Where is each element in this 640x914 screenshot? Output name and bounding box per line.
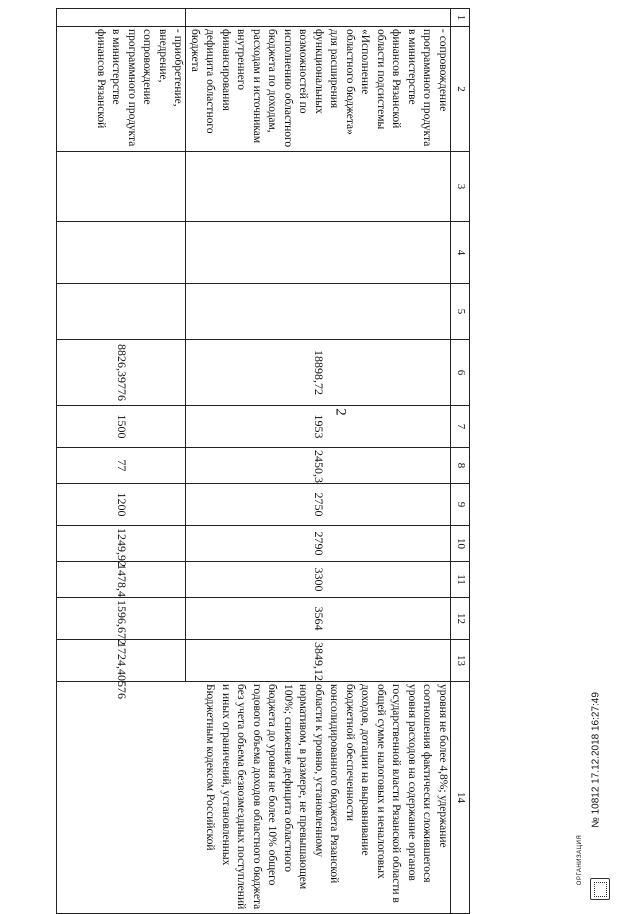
stamp-label: ОРГАНИЗАЦИЯ bbox=[577, 834, 583, 886]
col-header: 9 bbox=[451, 484, 470, 526]
col-header: 6 bbox=[451, 340, 470, 406]
cell-col3 bbox=[186, 152, 451, 222]
col-header: 1 bbox=[451, 9, 470, 27]
col-header: 10 bbox=[451, 526, 470, 562]
col-header: 12 bbox=[451, 598, 470, 640]
cell-year-value: 77 bbox=[57, 448, 186, 484]
cell-col4 bbox=[186, 222, 451, 284]
cell-col5 bbox=[186, 284, 451, 340]
registry-stamp-icon bbox=[590, 878, 610, 900]
cell-year-value: 1478,4 bbox=[57, 562, 186, 598]
cell-description: - приобретение, внедрение, сопровождение программного продукта в министерстве финансов Рязанской bbox=[57, 27, 186, 152]
col-header: 14 bbox=[451, 682, 470, 914]
page-number: 2 bbox=[332, 408, 349, 416]
cell-col5 bbox=[57, 284, 186, 340]
col-header: 4 bbox=[451, 222, 470, 284]
col-header: 5 bbox=[451, 284, 470, 340]
cell-year-value: 1596,672 bbox=[57, 598, 186, 640]
col-header: 13 bbox=[451, 640, 470, 682]
col-header: 3 bbox=[451, 152, 470, 222]
col-header: 11 bbox=[451, 562, 470, 598]
cell-col1 bbox=[57, 9, 186, 27]
cell-year-value: 2790 bbox=[186, 526, 451, 562]
cell-col1 bbox=[186, 9, 451, 27]
cell-year-value: 1953 bbox=[186, 406, 451, 448]
col-header: 8 bbox=[451, 448, 470, 484]
cell-year-value: 2750 bbox=[186, 484, 451, 526]
cell-year-value: 1724,40576 bbox=[57, 640, 186, 682]
cell-year-value: 3849,12 bbox=[186, 640, 451, 682]
cell-col4 bbox=[57, 222, 186, 284]
cell-year-value: 1249,92 bbox=[57, 526, 186, 562]
cell-total: 8826,39776 bbox=[57, 340, 186, 406]
cell-description: - сопровождение программного продукта в министерстве финансов Рязанской области подсистемы «Исполнение областного бюджета» для расширения функциональных возможностей по исполнению областного бюджета по доходам, расходам и источникам внутреннего финансирования дефицита областного бюджета bbox=[186, 27, 451, 152]
table-row bbox=[186, 9, 451, 914]
col-header: 2 bbox=[451, 27, 470, 152]
cell-year-value: 2450,3 bbox=[186, 448, 451, 484]
cell-note: уровня не более 4,8%; удержание соотношения фактически сложившегося уровня расходов на содержание органов государственной власти Рязанской области в общей сумме налоговых и неналоговых доходов, дотации на выравнивание бюджетной обеспеченности консолидированного бюджета Рязанской области к уровню, установленному нормативом, в размере, не превышающем 100%; снижение дефицита областного бюджета до уровня не более 10% общего годового объема доходов областного бюджета без учета объема безвозмездных поступлений и иных ограничений, установленных Бюджетным кодексом Российской bbox=[57, 682, 451, 914]
cell-year-value: 3300 bbox=[186, 562, 451, 598]
cell-year-value: 3564 bbox=[186, 598, 451, 640]
registration-footer: № 10812 17.12.2018 16:27:49 bbox=[590, 692, 602, 828]
cell-total: 18898,72 bbox=[186, 340, 451, 406]
col-header: 7 bbox=[451, 406, 470, 448]
cell-year-value: 1200 bbox=[57, 484, 186, 526]
cell-col3 bbox=[57, 152, 186, 222]
column-number-row bbox=[451, 9, 470, 914]
document-table bbox=[60, 8, 470, 913]
cell-year-value: 1500 bbox=[57, 406, 186, 448]
